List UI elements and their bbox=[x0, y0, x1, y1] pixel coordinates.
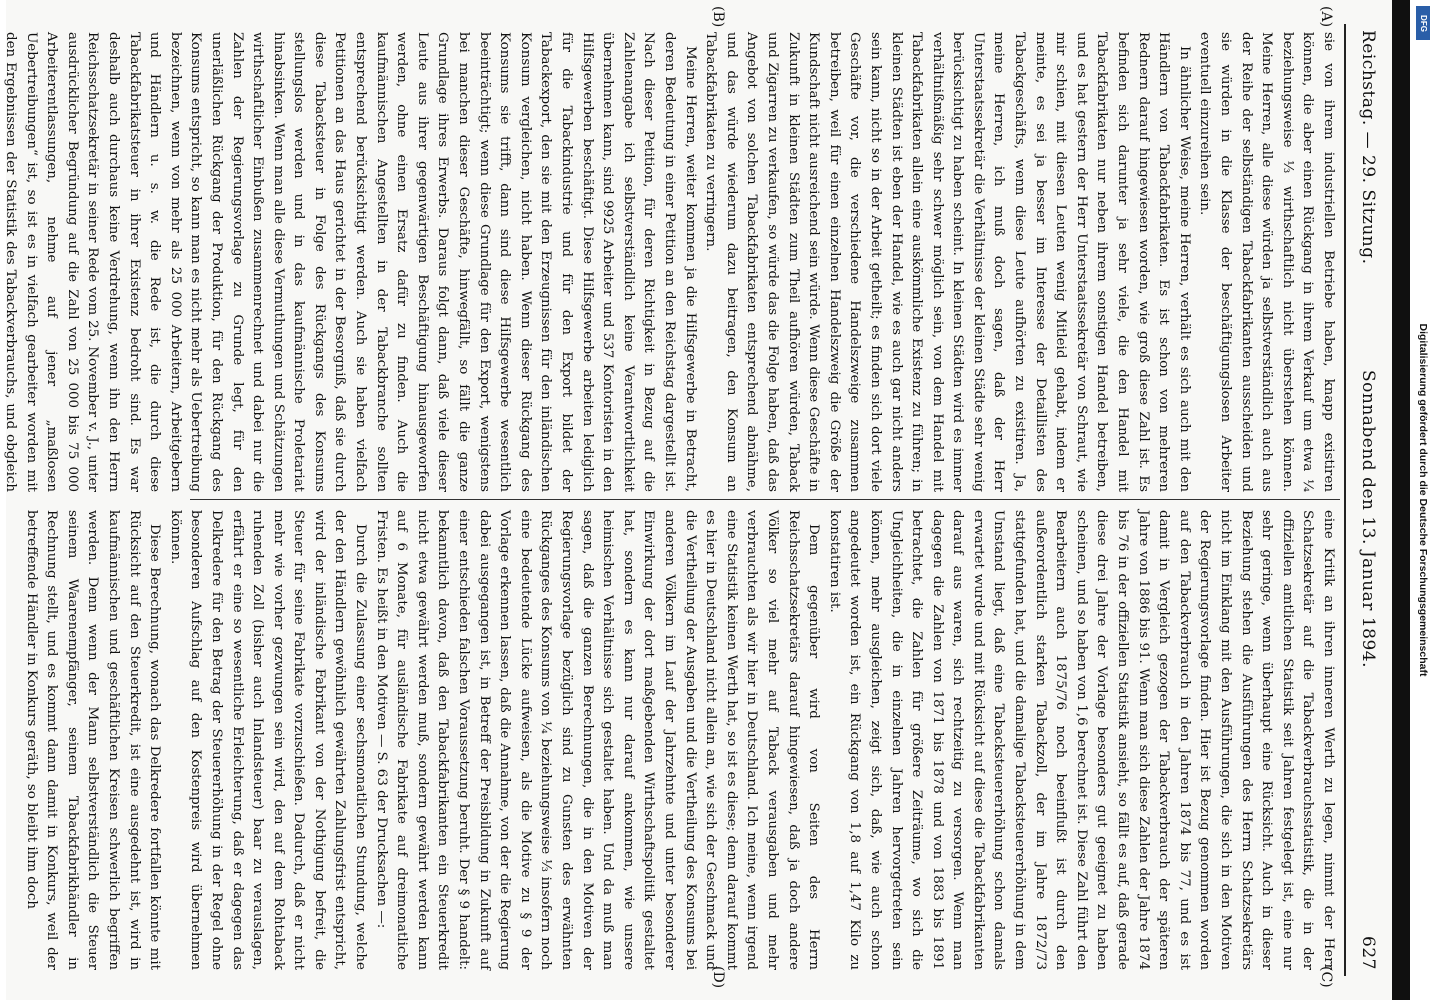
quoted-paragraph: Durch die Zulassung einer sechsmonatlichen Stundung, welche der den Händlern gewöhnlich gewährten Zahlungsfrist entspricht, wird der inländische Fabrikant von der Nothigung befreit, die Steuer für seine Fabrikate vorzuschießen. Dadurch, daß er nicht mehr wie vorher gezwungen sein wird, den auf dem Rohtaback ruhenden Zoll (bisher auch Inlandsteuer) baar zu verauslagen, erfährt er eine so wesentliche Erleichterung, daß er dagegen das Delkredere für den Betrag der Steuererhöhung in der Regel ohne besonderen Aufschlag auf den Kostenpreis wird übernehmen können. bbox=[167, 510, 369, 970]
page-header bbox=[1350, 10, 1378, 990]
rotated-document-page bbox=[3, 6, 1386, 990]
margin-mark-b: (B) bbox=[710, 6, 726, 28]
paragraph: In ähnlicher Weise, meine Herren, verhält es sich auch mit den Händlern von Tabackfabrikaten. Es ist schon von mehreren Rednern darauf hingewiesen worden, wie groß diese Zahl ist. Es befinden sich darunter ja sehr viele, die den Handel mit Tabackfabrikaten nur neben ihrem sonstigen Handel betreiben, und es hat gestern der Herr Unterstaatssekretär von Schraut, wie mir schien, mit diesen Leuten wenig Mitleid gehabt, indem er meinte, es sei ja besser im Interesse der Detaillisten des Tabackgeschäfts, wenn diese Leute aufhörten zu existiren. Ja, meine Herren, ich muß doch sagen, daß der Herr Unterstaatssekretär die Verhältnisse der kleinen Städte sehr wenig berücksichtigt zu haben scheint. In kleinen Städten wird es immer verhältnißmäßig sehr schwer möglich sein, von dem Handel mit Tabackfabrikaten allein eine auskömmliche Existenz zu führen; in kleinen Städten ist eben der Handel, wie es auch gar nicht anders sein kann, nicht so in der Arbeit getheilt; es finden sich dort viele Geschäfte vor, die verschiedene Handelszweige zusammen betreiben, weil für einen einzelnen Handelszweig die Größe der Kundschaft nicht ausreichend sein würde. Wenn diese Geschäfte in Zukunft in kleinen Städten zum Theil aufhören würden, Taback und Zigarren zu verkaufen, so würde das die Folge haben, daß das Angebot von solchen Tabackfabrikaten entsprechend abnähme, und das würde wiederum dazu beitragen, den Konsum an Tabackfabrikaten zu verringern. bbox=[703, 32, 1192, 492]
dfg-logo bbox=[1416, 6, 1430, 40]
right-column bbox=[23, 510, 1338, 970]
header-rule bbox=[1344, 24, 1346, 976]
dfg-logo-text: DFG bbox=[1418, 14, 1428, 32]
margin-mark-c: (C) bbox=[1318, 966, 1334, 988]
paragraph: sie von ihrem industriellen Betriebe haben, knapp existiren können, die aber einen Rückgang in ihrem Verkauf um etwa ¼ beziehungsweise ⅓ wirthschaftlich nicht überstehen können. Meine Herren, alle diese würden ja selbstverständlich auch aus der Reihe der selbständigen Tabackfabrikanten ausscheiden und sie würden in die Klasse der beschäftigungslosen Arbeiter eventuell einzureihen sein. bbox=[1197, 32, 1336, 492]
paragraph: Meine Herren, weiter kommen ja die Hilfsgewerbe in Betracht, deren Bedeutung in einer Petition an den Reichstag dargestellt ist. Nach dieser Petition, für deren Richtigkeit in Bezug auf die Zahlenangabe ich selbstverständlich keine Verantwortlichkeit übernehmen kann, sind 9925 Arbeiter und 537 Kontoristen in den Hilfsgewerben beschäftigt. Diese Hilfsgewerbe arbeiten lediglich für die Tabackindustrie und für den Export bildet der Tabackexport, den sie mit den Erzeugnissen für den inländischen Konsum vergleichen, nicht haben. Wenn dieser Rückgang des Konsums sie trifft, dann sind diese Hilfsgewerbe wesentlich beeinträchtigt; wenn diese Grundlage für den Export, wenigstens bei manchen dieser Geschäfte, hinwegfällt, so fällt die ganze Grundlage ihres Erwerbs. Daraus folgt dann, daß viele dieser Leute aus ihrer gegenwärtigen Beschäftigung hinausgeworfen werden, ohne einen Ersatz dafür zu finden. Auch die kaufmännischen Angestellten in der Tabackbranche sollten entsprechend berücksichtigt werden. Auch sie haben vielfach Petitionen an das Haus gerichtet in der Besorgniß, daß sie durch diese Tabacksteuer in Folge des Rückgangs des Konsums stellungslos werden und in das kaufmännische Proletariat hinabsinken. Wenn man alle diese Vermuthungen und Schätzungen wirthschaftlicher Einbußen zusammenrechnet und dabei nur die Zahlen der Regierungsvorlage zu Grunde legt, für den unerläßlichen Rückgang der Produktion, für den Rückgang des Konsums entspricht, so kann man es nicht mehr als Uebertreibung bezeichnen, wenn von mehr als 25 000 Arbeitern, Arbeitgebern und Händlern u. s. w. die Rede ist, die durch diese Tabackfabrikatsteuer in ihrer Existenz bedroht sind. Es war deshalb auch durchaus keine Verdrehung, wenn ihn den Herrn Reichsschatzsekretär in seiner Rede vom 25. November v. J., unter ausdrücklicher Begründung auf die Zahl von 25 000 bis 75 000 Arbeiterentlassungen, nehme auf jener „maßlosen Uebertreibungen“ ist, so ist es in vielfach gearbeiter worden mit den Ergebnissen der Statistik des Tabackverbrauchs, und obgleich bbox=[3, 32, 698, 492]
header-date: Sonnabend den 13. Januar 1894. bbox=[1358, 370, 1378, 669]
column-divider bbox=[190, 499, 1340, 500]
left-column bbox=[3, 32, 1338, 492]
scan-border bbox=[1392, 0, 1410, 1000]
paragraph: eine Kritik an ihren inneren Werth zu legen, nimmt der Herr Schatzsekretär auf die Tabackverbrauchsstatistik, die in der offiziellen amtlichen Statistik seit Jahren festgelegt ist, eine nur sehr geringe, wenn überhaupt eine Rücksicht. Auch in dieser Beziehung stehen die Ausführungen des Herrn Schatzsekretärs nicht im Einklang mit den Ausführungen, die sich in den Motiven der Regierungsvorlage finden. Hier ist Bezug genommen worden auf den Tabackverbrauch in den Jahren 1874 bis 77, und es ist damit in Vergleich gezogen der Tabackverbrauch der späteren Jahre von 1886 bis 91. Wenn man sich diese Zahlen der Jahre 1874 bis 76 in der offiziellen Statistik ansieht, so fällt es auf, daß gerade diese drei Jahre der Vorlage besonders gut geeignet zu haben scheinen, und so haben von 1,6 berechnet ist. Diese Zahl führt den Bearbeitern auch 1875/76 noch beeinflußt ist durch den außerordentlich starken Tabackzoll, der im Jahre 1872/73 stattgefunden hat, und die damalige Tabacksteuererhöhung in dem Umstand liegt, daß eine Tabacksteuererhöhung schon damals erwartet wurde und mit Rücksicht auf diese die Tabackfabrikanten darauf aus waren, sich rechtzeitig zu versorgen. Wenn man dagegen die Zahlen von 1871 bis 1878 und von 1883 bis 1891 betrachtet, die Zahlen für größere Zeiträume, wo sich die Ungleichheiten, die in einzelnen Jahren hervorgetreten sein können, mehr ausgleichen, zeigt sich, daß, wie auch schon angedeutet worden ist, ein Rückgang von 1,8 auf 1,47 Kilo zu konstatiren ist. bbox=[826, 510, 1336, 970]
header-left: Reichstag. — 29. Sitzung. bbox=[1358, 30, 1378, 265]
paragraph: Dem gegenüber wird von Seiten des Herrn Reichsschatzsekretärs darauf hingewiesen, daß ja doch andere Völker so viel mehr auf Taback verausgaben und mehr verbrauchten als wir hier in Deutschland. Ich meine, wenn irgend eine Statistik keinen Werth hat, so ist es diese; denn darauf kommt es hier in Deutschland nicht allein an, wie sich der Geschmack und die Vertheilung der Ausgaben und die Vertheilung des Konsums bei anderen Völkern im Lauf der Jahrzehnte und unter besonderer Einwirkung der dort maßgebenden Wirthschaftspolitik gestaltet hat, sondern es kann nur darauf ankommen, wie unsere heimischen Verhältnisse sich gestaltet haben. Und da muß man sagen, daß die ganzen Berechnungen, die in den Motiven der Regierungsvorlage bezüglich sind zu Gunsten des erwähnten Rückganges des Konsums von ¼ beziehungsweise ⅓ insofern noch eine bedeutende Lücke aufweisen, als die Motive zu § 9 der Vorlage erkennen lassen, daß die Annahme, von der die Regierung dabei ausgegangen ist, in Betreff der Preisbildung in Zukunft auf einer entschieden falschen Voraussetzung beruht. Der § 9 handelt: bekanntlich davon, daß den Tabackfabrikanten ein Steuerkredit nicht etwa gewährt werden muß, sondern gewährt werden kann auf 6 Monate, für ausländische Fabrikate auf dreimonatliche Fristen. Es heißt in den Motiven — S. 63 der Drucksachen —: bbox=[373, 510, 822, 970]
margin-mark-d: (D) bbox=[710, 966, 726, 989]
credit-strip bbox=[1414, 0, 1432, 1000]
margin-mark-a: (A) bbox=[1318, 6, 1334, 28]
paragraph: Diese Berechnung, wonach das Delkredere fortfallen könnte mit Rücksicht auf den Steuerkredit, ist eine ausgedehnt ist, wird in kaufmännischen und geschäftlichen Kreisen schwerlich begriffen werden. Denn wenn der Mann selbstverständlich die Steuer seinem Waarenempfänger, seinem Tabackfabrikhändler in Rechnung stellt, und es kommt dann damit in Konkurs, weil der betreffende Händler in Konkurs geräth, so bleibt ihm doch bbox=[23, 510, 163, 970]
digitization-credit: Digitalisierung gefördert durch die Deutsche Forschungsgemeinschaft bbox=[1417, 323, 1429, 677]
page-number: 627 bbox=[1358, 936, 1378, 970]
